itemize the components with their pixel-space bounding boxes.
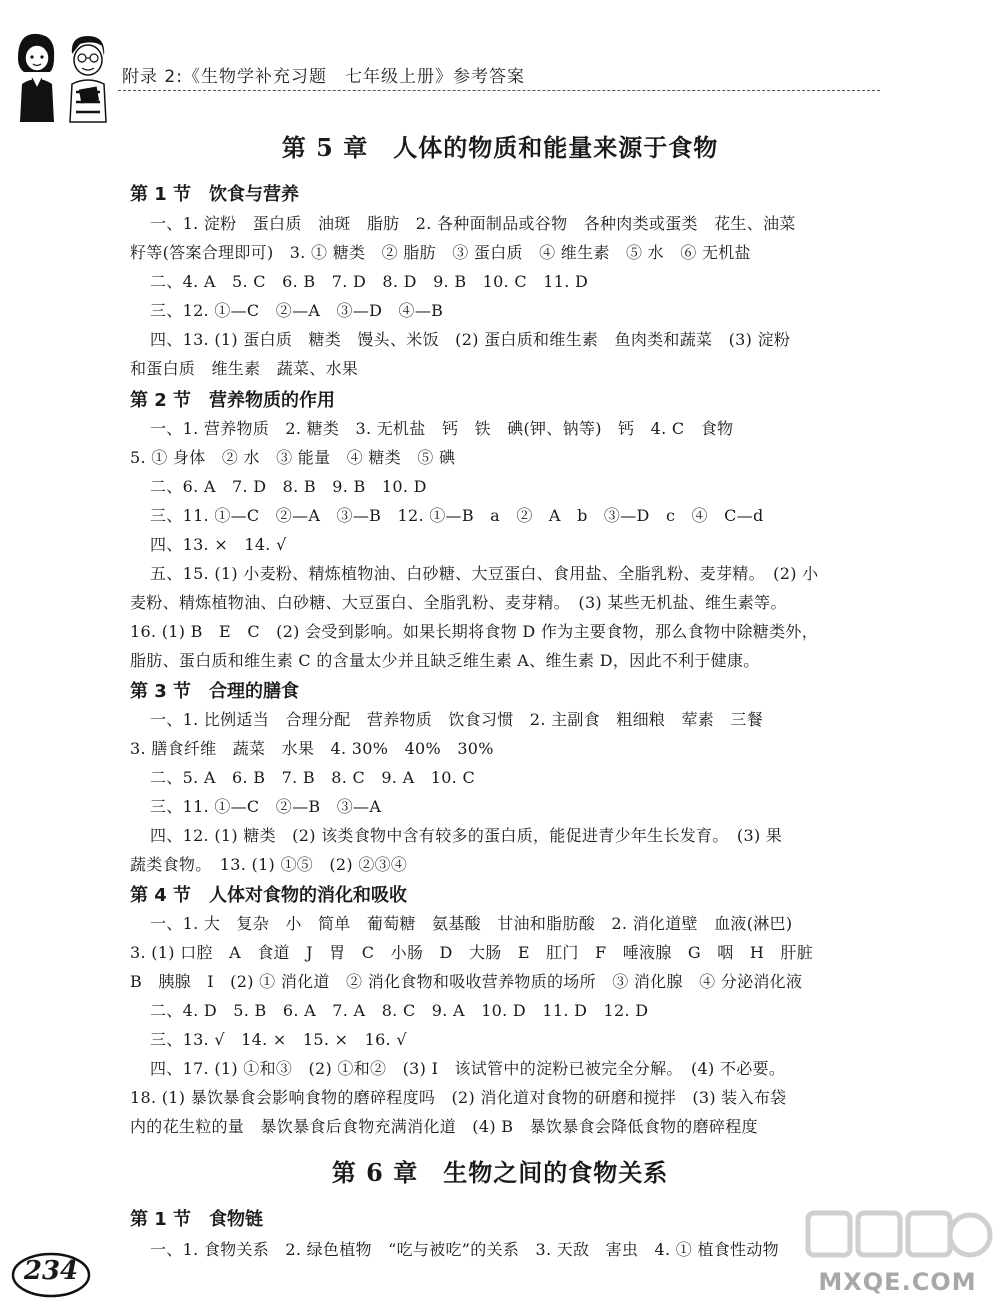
answer-line: 3. (1) 口腔 A 食道 J 胃 C 小肠 D 大肠 E 肛门 F 唾液腺 G 咽 H 肝脏 <box>130 943 814 962</box>
answer-line: 三、12. ①—C ②—A ③—D ④—B <box>150 301 444 320</box>
answer-line: 18. (1) 暴饮暴食会影响食物的磨碎程度吗 (2) 消化道对食物的研磨和搅拌 (3) 装入布袋 <box>130 1088 787 1107</box>
answer-line: 四、13. (1) 蛋白质 糖类 馒头、米饭 (2) 蛋白质和维生素 鱼肉类和蔬菜 (3) 淀粉 <box>150 330 791 349</box>
answer-line: 一、1. 食物关系 2. 绿色植物 “吃与被吃”的关系 3. 天敌 害虫 4. ① 植食性动物 <box>150 1240 779 1259</box>
answer-line: 三、11. ①—C ②—B ③—A <box>150 797 382 816</box>
answer-line: 二、4. A 5. C 6. B 7. D 8. D 9. B 10. C 11. D <box>150 272 589 291</box>
answer-line: 5. ① 身体 ② 水 ③ 能量 ④ 糖类 ⑤ 碘 <box>130 448 456 467</box>
answer-line: 四、12. (1) 糖类 (2) 该类食物中含有较多的蛋白质，能促进青少年生长发育。 (3) 果 <box>150 826 783 845</box>
watermark-text: MXQE.COM <box>818 1268 977 1296</box>
header-title: 附录 2:《生物学补充习题 七年级上册》参考答案 <box>122 67 525 87</box>
section-title: 第 4 节 人体对食物的消化和吸收 <box>130 885 408 906</box>
answer-line: 一、1. 营养物质 2. 糖类 3. 无机盐 钙 铁 碘(钾、钠等) 钙 4. C 食物 <box>150 419 734 438</box>
answer-line: 四、13. × 14. √ <box>150 535 287 554</box>
answer-line: 一、1. 淀粉 蛋白质 油斑 脂肪 2. 各种面制品或谷物 各种肉类或蛋类 花生、油菜 <box>150 214 796 233</box>
header-divider <box>118 90 880 91</box>
section-title: 第 1 节 饮食与营养 <box>130 184 300 205</box>
answer-line: 16. (1) B E C (2) 会受到影响。如果长期将食物 D 作为主要食物，那么食物中除糖类外， <box>130 622 819 641</box>
answer-line: 籽等(答案合理即可) 3. ① 糖类 ② 脂肪 ③ 蛋白质 ④ 维生素 ⑤ 水 ⑥ 无机盐 <box>130 243 751 262</box>
answer-line: 蔬类食物。 13. (1) ①⑤ (2) ②③④ <box>130 855 408 874</box>
answer-line: 内的花生粒的量 暴饮暴食后食物充满消化道 (4) B 暴饮暴食会降低食物的磨碎程度 <box>130 1117 758 1136</box>
page-number: 234 <box>23 1256 79 1286</box>
answer-line: 二、4. D 5. B 6. A 7. A 8. C 9. A 10. D 11. D 12. D <box>150 1001 649 1020</box>
section-title: 第 1 节 食物链 <box>130 1209 264 1230</box>
answer-line: 3. 膳食纤维 蔬菜 水果 4. 30% 40% 30% <box>130 739 494 758</box>
answer-line: 麦粉、精炼植物油、白砂糖、大豆蛋白、全脂乳粉、麦芽精。 (3) 某些无机盐、维生素等。 <box>130 593 787 612</box>
answer-line: 一、1. 比例适当 合理分配 营养物质 饮食习惯 2. 主副食 粗细粮 荤素 三餐 <box>150 710 764 729</box>
header-cartoon-students-illustration <box>10 28 120 124</box>
chapter-title: 第 5 章 人体的物质和能量来源于食物 <box>281 133 719 162</box>
answer-line: B 胰腺 I (2) ① 消化道 ② 消化食物和吸收营养物质的场所 ③ 消化腺 ④ 分泌消化液 <box>130 972 803 991</box>
answer-line: 和蛋白质 维生素 蔬菜、水果 <box>130 359 359 378</box>
answer-line: 二、5. A 6. B 7. B 8. C 9. A 10. C <box>150 768 475 787</box>
answer-line: 五、15. (1) 小麦粉、精炼植物油、白砂糖、大豆蛋白、食用盐、全脂乳粉、麦芽精。 (2) 小 <box>150 564 819 583</box>
answer-line: 三、13. √ 14. × 15. × 16. √ <box>150 1030 407 1049</box>
answer-line: 脂肪、蛋白质和维生素 C 的含量太少并且缺乏维生素 A、维生素 D，因此不利于健康。 <box>130 651 760 670</box>
page-number-badge <box>10 1250 92 1300</box>
answer-line: 一、1. 大 复杂 小 简单 葡萄糖 氨基酸 甘油和脂肪酸 2. 消化道壁 血液(淋巴) <box>150 914 793 933</box>
answer-line: 二、6. A 7. D 8. B 9. B 10. D <box>150 477 427 496</box>
section-title: 第 2 节 营养物质的作用 <box>130 390 336 411</box>
chapter-title: 第 6 章 生物之间的食物关系 <box>331 1158 669 1187</box>
section-title: 第 3 节 合理的膳食 <box>130 681 300 702</box>
answer-line: 四、17. (1) ①和③ (2) ①和② (3) Ⅰ 该试管中的淀粉已被完全分解。 (4) 不必要。 <box>150 1059 786 1078</box>
answer-line: 三、11. ①—C ②—A ③—B 12. ①—B a ② A b ③—D c ④ C—d <box>150 506 764 525</box>
